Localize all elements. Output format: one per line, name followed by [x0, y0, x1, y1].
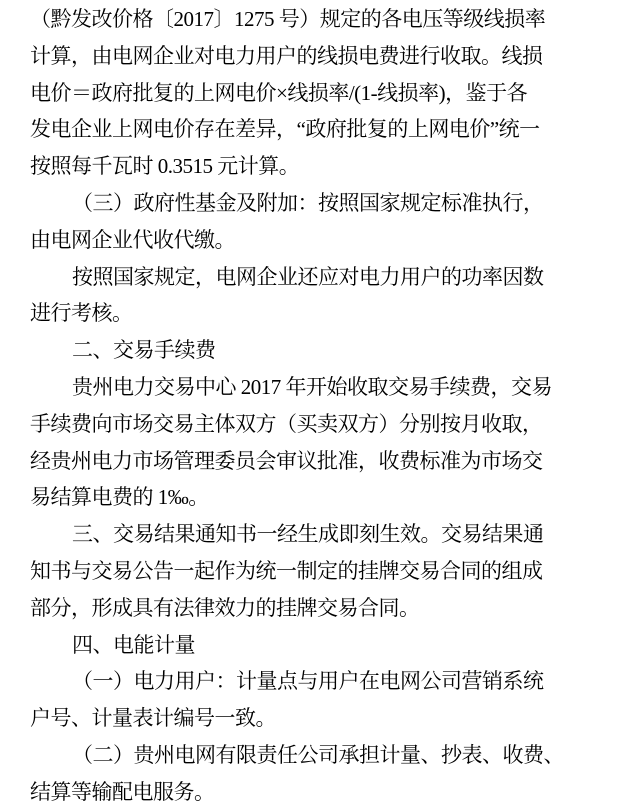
text-line: 结算等输配电服务。	[30, 779, 215, 804]
text-line: 按照每千瓦时 0.3515 元计算。	[30, 154, 300, 179]
text-line: 发电企业上网电价存在差异，“政府批复的上网电价”统一	[30, 117, 540, 142]
text-line: 四、电能计量	[72, 632, 195, 657]
text-line: 易结算电费的 1‰。	[30, 485, 209, 510]
text-line: 计算，由电网企业对电力用户的线损电费进行收取。线损	[30, 43, 543, 68]
text-line: （二）贵州电网有限责任公司承担计量、抄表、收费、	[72, 742, 564, 767]
text-line: 三、交易结果通知书一经生成即刻生效。交易结果通	[72, 522, 544, 547]
text-line: 经贵州电力市场管理委员会审议批准，收费标准为市场交	[30, 448, 543, 473]
text-line: 二、交易手续费	[72, 338, 216, 363]
text-line: （黔发改价格〔2017〕1275 号）规定的各电压等级线损率	[30, 7, 546, 31]
text-line: 贵州电力交易中心 2017 年开始收取交易手续费，交易	[72, 374, 552, 399]
text-line: 按照国家规定，电网企业还应对电力用户的功率因数	[72, 264, 544, 289]
text-line: （三）政府性基金及附加：按照国家规定标准执行，	[72, 190, 544, 215]
text-line: 电价＝政府批复的上网电价×线损率/(1-线损率)，鉴于各	[30, 80, 528, 105]
text-line: 由电网企业代收代缴。	[30, 227, 235, 252]
text-line: 户号、计量表计编号一致。	[30, 706, 276, 731]
text-line: 手续费向市场交易主体双方（买卖双方）分别按月收取，	[30, 411, 543, 436]
text-line: （一）电力用户：计量点与用户在电网公司营销系统	[72, 669, 544, 694]
text-line: 知书与交易公告一起作为统一制定的挂牌交易合同的组成	[30, 558, 543, 583]
text-line: 部分，形成具有法律效力的挂牌交易合同。	[30, 595, 420, 620]
text-line: 进行考核。	[30, 301, 133, 326]
